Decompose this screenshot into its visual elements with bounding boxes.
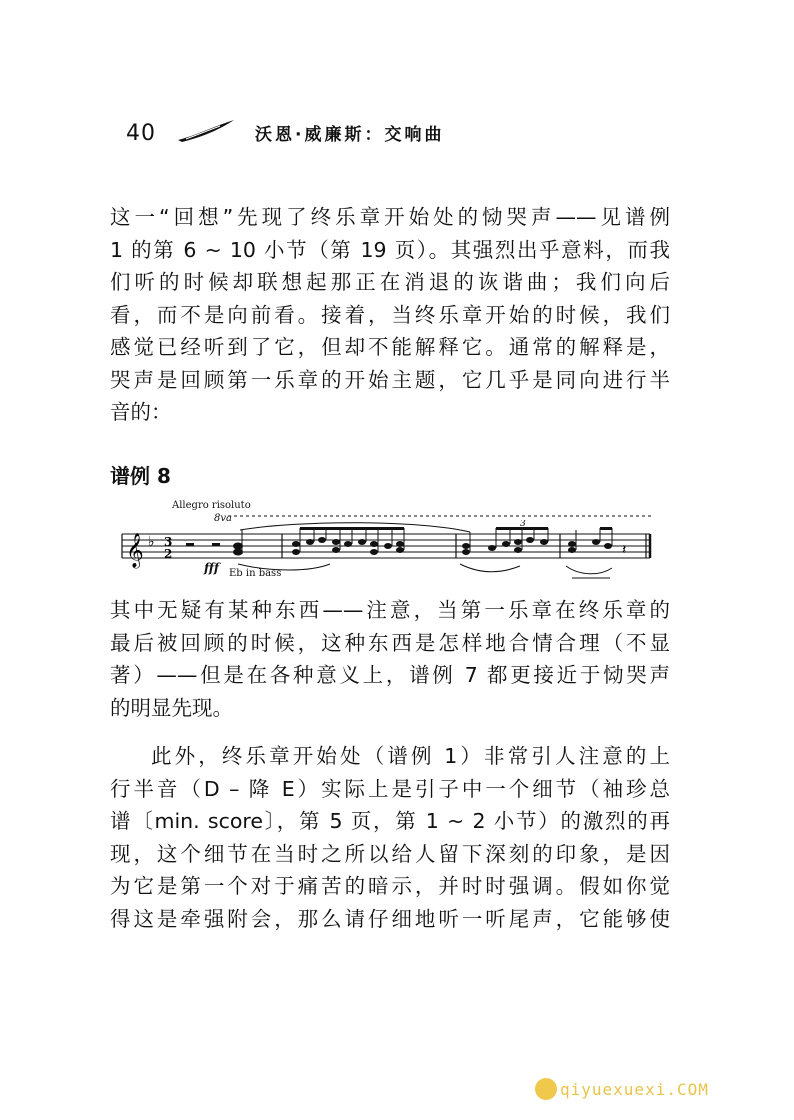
text-line: 为它是第一个对于痛苦的暗示，并时时强调。假如你觉 [110, 874, 670, 898]
paragraph-3 [110, 740, 670, 935]
text-line: 感觉已经听到了它，但却不能解释它。通常的解释是， [110, 335, 670, 359]
dynamic-marking: fff [204, 561, 220, 575]
text-line: 这一“回想”先现了终乐章开始处的恸哭声——见谱例 [110, 205, 670, 229]
text-line: 的明显先现。 [110, 695, 233, 720]
paragraph-2 [110, 594, 670, 724]
text-line: 看，而不是向前看。接着，当终乐章开始的时候，我们 [110, 302, 670, 327]
text-line: 们听的时候却联想起那正在消退的诙谐曲；我们向后 [110, 270, 670, 294]
page-number: 40 [126, 121, 156, 146]
text-line: 其中无疑有某种东西——注意，当第一乐章在终乐章的 [110, 598, 670, 622]
text-line: 哭声是回顾第一乐章的开始主题，它几乎是同向进行半 [110, 367, 670, 392]
text-line: 音的： [110, 400, 172, 424]
watermark-logo-icon [535, 1078, 557, 1100]
octave-marking: 8va [214, 513, 232, 524]
text-line: 得这是牵强附会，那么请仔细地听一听尾声，它能够使 [110, 906, 670, 931]
text-line: 此外，终乐章开始处（谱例 1）非常引人注意的上 [151, 744, 670, 768]
text-line: 最后被回顾的时候，这种东西是怎样地合情合理（不显 [110, 630, 670, 655]
paragraph-1 [110, 201, 670, 429]
svg-text:3: 3 [520, 520, 526, 529]
flat-icon: ♭ [148, 534, 155, 550]
rest-icon: 𝄽 [622, 542, 627, 558]
quill-ornament-icon [176, 118, 236, 144]
example-label: 谱例 8 [110, 464, 171, 488]
tempo-marking: Allegro risoluto [172, 500, 251, 511]
music-staff [120, 520, 655, 580]
watermark-text: qiyuexuexi.COM [560, 1080, 709, 1099]
svg-text:3: 3 [164, 535, 173, 549]
text-line: 著）——但是在各种意义上，谱例 7 都更接近于恸哭声 [110, 663, 670, 687]
text-line: 谱〔min. score〕，第 5 页，第 1 ~ 2 小节）的激烈的再 [110, 809, 670, 833]
octave-line [228, 512, 658, 520]
svg-text:2: 2 [164, 547, 173, 561]
text-line: 现，这个细节在当时之所以给人留下深刻的印象，是因 [110, 841, 670, 866]
treble-clef-icon: 𝄞 [126, 533, 144, 568]
text-line: 1 的第 6 ~ 10 小节（第 19 页）。其强烈出乎意料，而我 [110, 237, 670, 262]
bass-note-annotation: Eb in bass [229, 568, 282, 579]
running-header-title: 沃恩·威廉斯：交响曲 [255, 125, 445, 145]
text-line: 行半音（D – 降 E）实际上是引子中一个细节（袖珍总 [110, 776, 670, 801]
